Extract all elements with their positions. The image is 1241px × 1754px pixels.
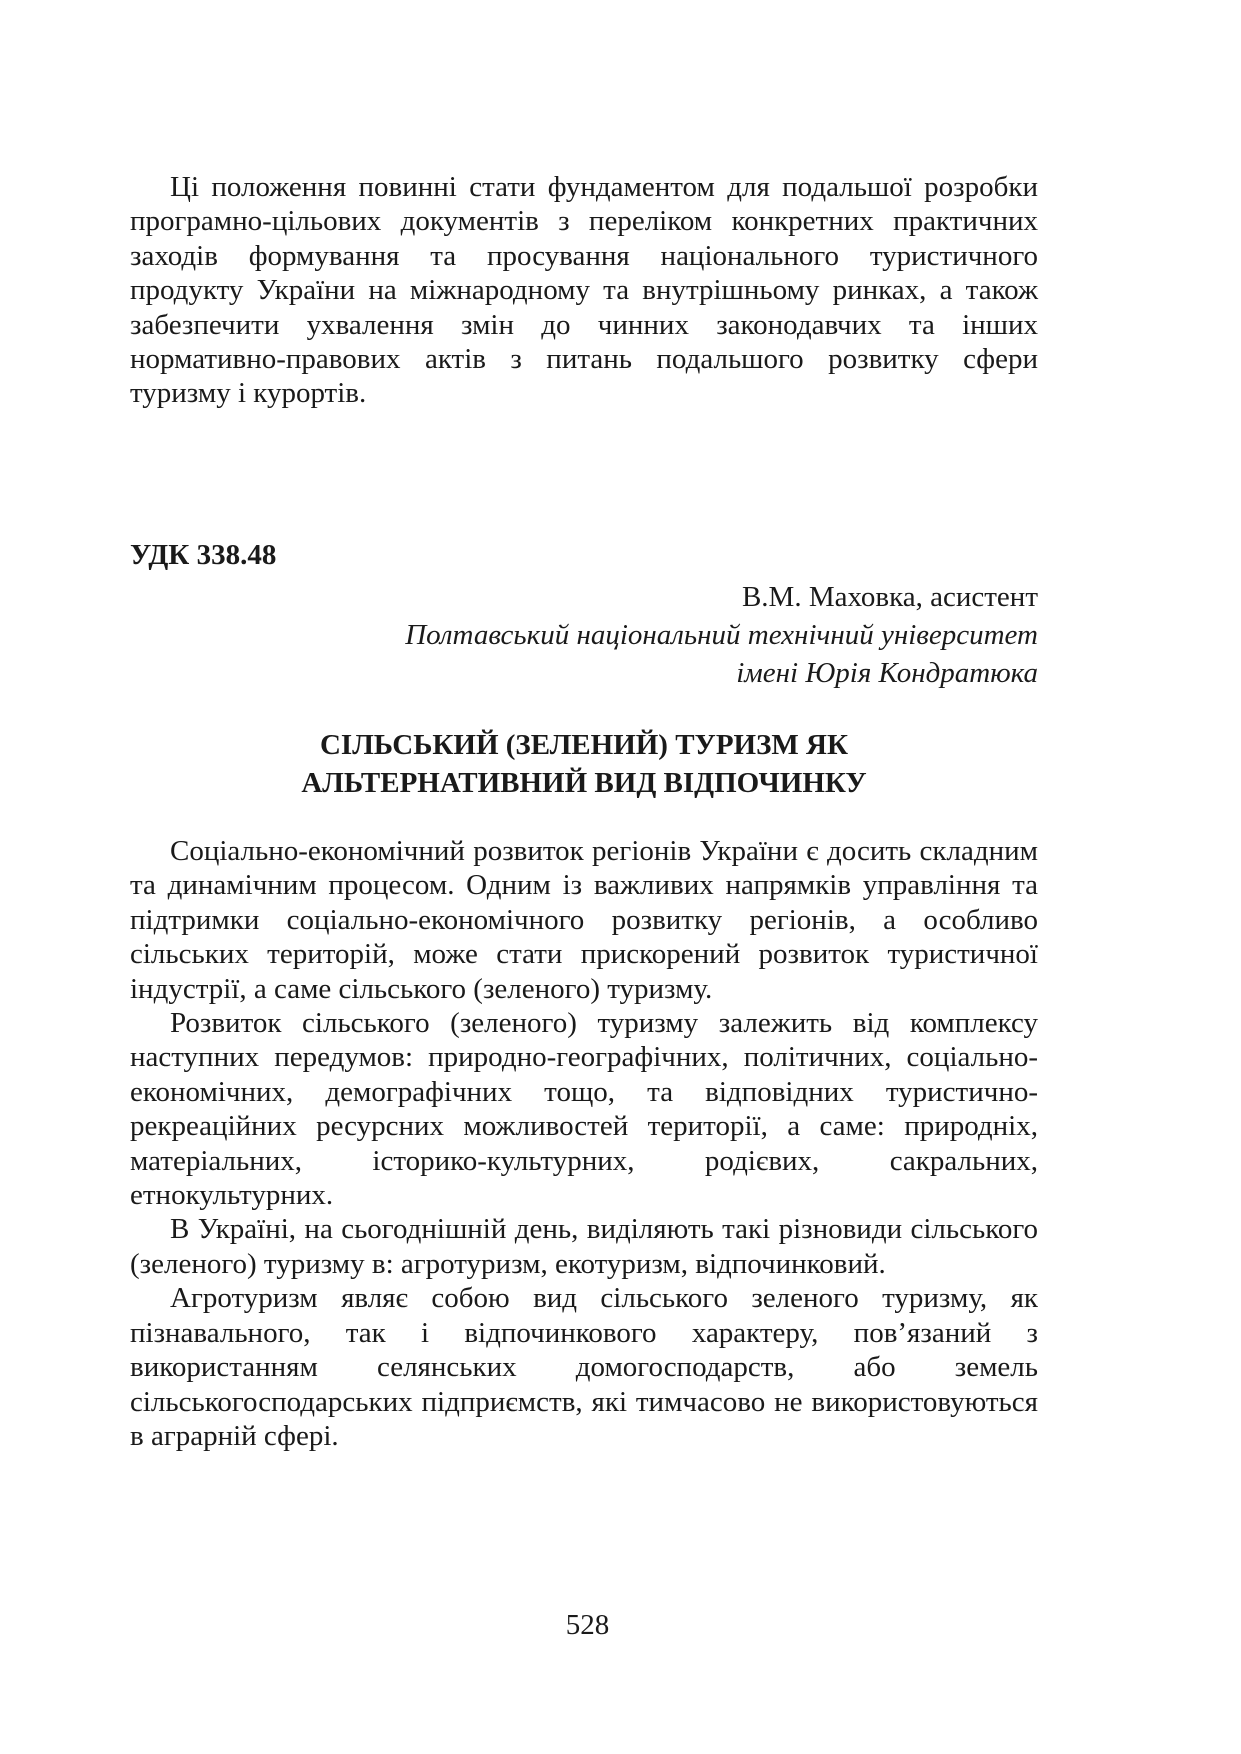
page-number: 528 xyxy=(565,1609,610,1641)
body-paragraph-2: Розвиток сільського (зеленого) туризму залежить від комплексу наступних передумов: природно-географічних, політичних, соціально-економічних, демографічних тощо, та відповідних туристично-рекреаційних ресурсних можливостей території, а саме: природніх, матеріальних, історико-культурних, родієвих, сакральних, етнокультурних. xyxy=(130,1007,1038,1212)
article-title xyxy=(130,726,1038,802)
intro-paragraph: Ці положення повинні стати фундаментом для подальшої розробки програмно-цільових документів з переліком конкретних практичних заходів формування та просування національного туристичного продукту України на міжнародному та внутрішньому ринках, а також забезпечити ухвалення змін до чинних законодавчих та інших нормативно-правових актів з питань подальшого розвитку сфери туризму і курортів. xyxy=(130,171,1038,410)
intro-section xyxy=(130,170,1038,411)
article-title-line-1: СІЛЬСЬКИЙ (ЗЕЛЕНИЙ) ТУРИЗМ ЯК xyxy=(319,729,849,761)
body-paragraph-1: Соціально-економічний розвиток регіонів України є досить складним та динамічним процесом. Одним із важливих напрямків управління та підтримки соціально-економічного розвитку регіонів, а особливо сільських територій, може стати прискорений розвиток туристичної індустрії, а саме сільського (зеленого) туризму. xyxy=(130,835,1038,1005)
affiliation-line-1: Полтавський національний технічний університет xyxy=(405,619,1038,651)
article-body xyxy=(130,834,1038,1453)
author-block xyxy=(405,578,1038,692)
affiliation-line-2: імені Юрія Кондратюка xyxy=(736,657,1038,689)
body-paragraph-3: В Україні, на сьогоднішній день, виділяють такі різновиди сільського (зеленого) туризму в: агротуризм, екотуризм, відпочинковий. xyxy=(130,1213,1038,1280)
body-paragraph-4: Агротуризм являє собою вид сільського зеленого туризму, як пізнавального, так і відпочинкового характеру, пов’язаний з використанням селянських домогосподарств, або земель сільськогосподарських підприємств, які тимчасово не використовуються в аграрній сфері. xyxy=(130,1282,1038,1452)
article-title-line-2: АЛЬТЕРНАТИВНИЙ ВИД ВІДПОЧИНКУ xyxy=(301,767,867,799)
udk-code: УДК 338.48 xyxy=(130,539,277,571)
author-name: В.М. Маховка, асистент xyxy=(741,581,1038,613)
